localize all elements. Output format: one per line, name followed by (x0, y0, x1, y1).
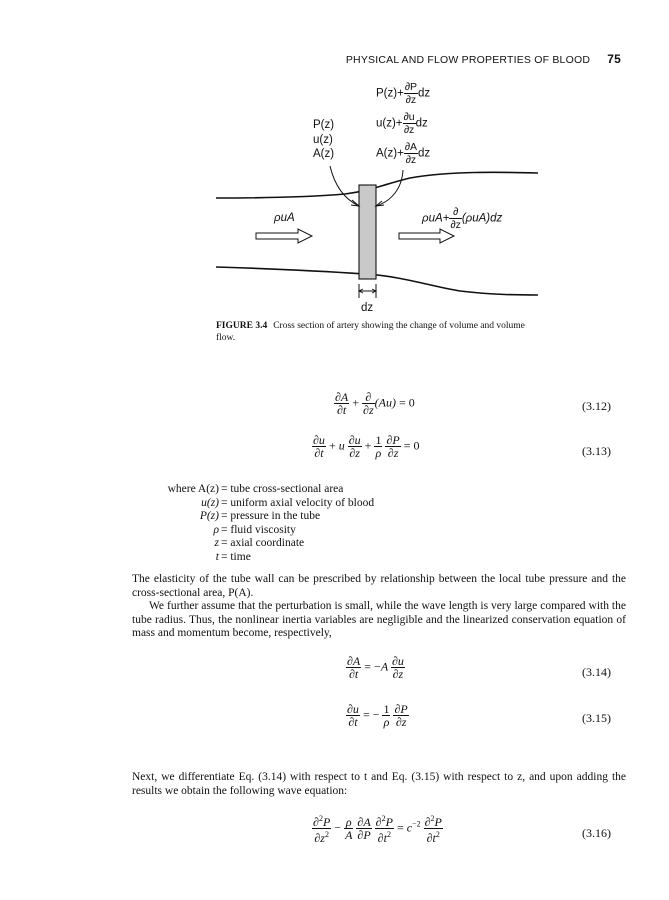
equation-3-14: $\frac{\partial A}{\partial t}$ = −A $\frac{\partial u}{\partial z}$ (347, 654, 404, 681)
label-left-u: u(z) (313, 133, 333, 146)
eq-number-3-13: (3.13) (582, 444, 611, 458)
definition-row: z = axial coordinate (214, 537, 305, 550)
label-left-a: A(z) (313, 148, 335, 160)
label-a-top: A(z)+ $\frac{\partial A}{\partial z}$ dz (376, 141, 431, 166)
label-p-top: P(z)+ $\frac{\partial P}{\partial z}$ dz (376, 81, 431, 106)
label-left-p: P(z) (313, 119, 335, 131)
running-title: PHYSICAL AND FLOW PROPERTIES OF BLOOD (345, 54, 591, 66)
label-dz: dz (361, 302, 374, 314)
artery-lower-wall (216, 267, 538, 295)
eq-number-3-15: (3.15) (582, 711, 611, 725)
definition-row: u(z) = uniform axial velocity of blood (201, 496, 375, 509)
paragraph-assumption: We further assume that the perturbation is small, while the wave length is very large compared with the tube radius. Thus, the nonlinear inertia variables are negligible and the linearized conservation equation of mass and momentum become, respectively, (132, 600, 626, 639)
label-flow-out: ρuA+ $\frac{\partial}{\partial z}$ (ρuA)dz (422, 206, 503, 231)
definition-row: ρ = fluid viscosity (213, 523, 296, 536)
control-volume-slab (359, 185, 376, 279)
right-pointer (376, 170, 403, 206)
figure-3-4 (200, 78, 560, 318)
definition-row: where A(z) = tube cross-sectional area (167, 483, 344, 495)
artery-upper-wall (216, 172, 538, 198)
equation-3-13: $\frac{\partial u}{\partial t}$ + u $\frac{\partial u}{\partial z}$ + $\frac{1}{\rho}$ $\frac{\partial P}{\partial z}$ = 0 (313, 433, 420, 460)
figure-caption (216, 320, 546, 344)
eq-number-3-14: (3.14) (582, 665, 611, 679)
flow-in-arrow (256, 229, 312, 243)
flow-out-arrow (399, 229, 454, 243)
label-left-stack (313, 118, 334, 162)
caption-text: Cross section of artery showing the change of volume and volume flow. (216, 321, 525, 343)
paragraph-elasticity: The elasticity of the tube wall can be prescribed by relationship between the local tube pressure and the cross-sectional area, P(A). (132, 573, 626, 599)
definition-row: P(z) = pressure in the tube (199, 510, 321, 523)
eq-number-3-12: (3.12) (582, 399, 611, 413)
paragraph-wave-equation: Next, we differentiate Eq. (3.14) with respect to t and Eq. (3.15) with respect to z, and upon adding the results we obtain the following wave equation: (132, 771, 626, 797)
definition-row: t = time (215, 550, 251, 563)
caption-label: FIGURE 3.4 (216, 321, 268, 331)
label-u-top: u(z)+ $\frac{\partial u}{\partial z}$ dz (376, 111, 428, 136)
page-number: 75 (607, 52, 621, 66)
equation-3-15: $\frac{\partial u}{\partial t}$ = − $\frac{1}{\rho}$ $\frac{\partial P}{\partial z}$ (347, 702, 408, 729)
eq-number-3-16: (3.16) (582, 826, 611, 840)
label-flow-in: ρuA (274, 212, 295, 224)
equation-3-16: $\frac{\partial^2P}{\partial z^2}$ − $\frac{\rho}{A}$ $\frac{\partial A}{\partial P}$ $\frac{\partial^2P}{\partial t^2}$ = $c^{-2}$ $\frac{\partial^2P}{\partial t^2}$ (313, 814, 442, 845)
equation-3-12: $\frac{\partial A}{\partial t}$ + $\frac{\partial}{\partial z}$ (Au) = 0 (335, 390, 415, 417)
running-header (346, 52, 621, 66)
variable-definitions (132, 483, 374, 565)
left-pointer (330, 166, 359, 206)
